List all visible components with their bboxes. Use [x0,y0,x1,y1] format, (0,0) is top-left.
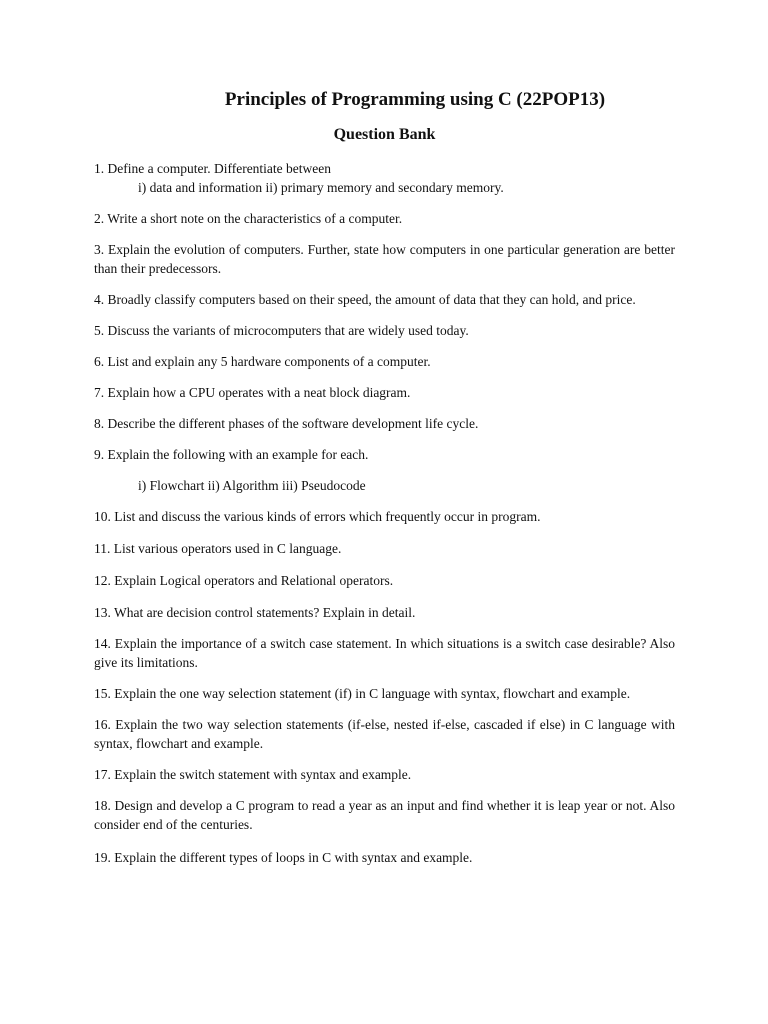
question-text: 10. List and discuss the various kinds of errors which frequently occur in program. [94,509,541,524]
question-text: 11. List various operators used in C language. [94,541,342,556]
question-text: 3. Explain the evolution of computers. Further, state how computers in one particular generation are better than their predecessors. [94,242,675,276]
question-item [94,321,675,340]
question-text: 15. Explain the one way selection statement (if) in C language with syntax, flowchart and example. [94,686,631,701]
question-item [94,848,675,867]
question-text: 12. Explain Logical operators and Relational operators. [94,573,394,588]
question-item [94,796,675,834]
question-text: 16. Explain the two way selection statements (if-else, nested if-else, cascaded if else) in C language with syntax, flowchart and example. [94,717,675,751]
question-text: 1. Define a computer. Differentiate between [94,161,332,176]
question-item [94,603,675,622]
question-item [94,571,675,590]
question-text: 4. Broadly classify computers based on their speed, the amount of data that they can hold, and price. [94,292,636,307]
question-text: 17. Explain the switch statement with syntax and example. [94,767,412,782]
question-text: 14. Explain the importance of a switch case statement. In which situations is a switch case desirable? Also give its limitations. [94,636,675,670]
question-item [94,209,675,228]
question-item [94,765,675,784]
question-text: 19. Explain the different types of loops in C with syntax and example. [94,850,473,865]
question-item [94,383,675,402]
question-text: 7. Explain how a CPU operates with a neat block diagram. [94,385,411,400]
question-text: 9. Explain the following with an example for each. [94,447,369,462]
question-item [94,507,675,526]
question-text: 2. Write a short note on the characteristics of a computer. [94,211,403,226]
question-item [94,414,675,433]
question-item [94,715,675,753]
question-subtext: i) Flowchart ii) Algorithm iii) Pseudocode [138,478,366,493]
question-subtext: i) data and information ii) primary memory and secondary memory. [138,180,504,195]
question-text: 8. Describe the different phases of the software development life cycle. [94,416,479,431]
question-item [94,634,675,672]
question-text: 18. Design and develop a C program to read a year as an input and find whether it is leap year or not. Also consider end of the centuries. [94,798,675,832]
question-text: 6. List and explain any 5 hardware components of a computer. [94,354,431,369]
question-list [94,159,675,867]
question-item [94,352,675,371]
question-item [94,290,675,309]
question-item [94,445,675,495]
question-item [94,539,675,558]
question-text: 5. Discuss the variants of microcomputers that are widely used today. [94,323,469,338]
question-item [94,684,675,703]
question-item [94,159,675,197]
question-item [94,240,675,278]
document-subtitle: Question Bank [333,126,436,143]
question-text: 13. What are decision control statements? Explain in detail. [94,605,416,620]
document-title: Principles of Programming using C (22POP13) [224,89,606,110]
